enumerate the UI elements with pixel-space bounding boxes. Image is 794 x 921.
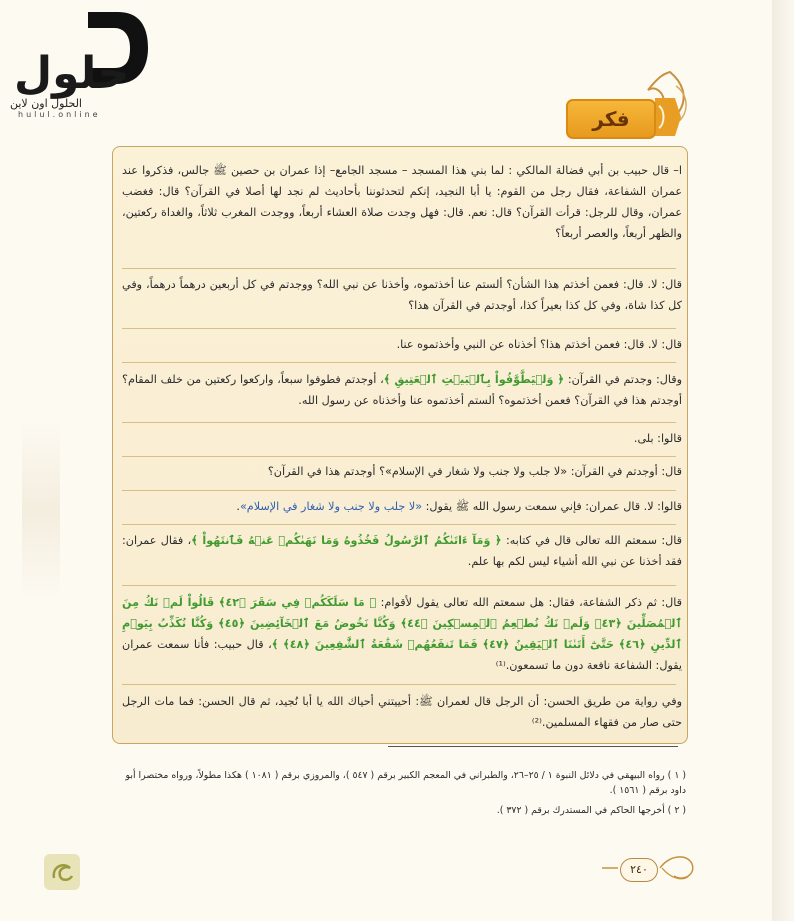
paragraph-separator: [122, 684, 676, 685]
paragraph-text: قال: لا. قال: فعمن أخذتم هذا؟ أخذناه عن النبي وأخذتموه عنا.: [396, 338, 682, 351]
paragraph-5: [122, 428, 682, 449]
footnote-2: ( ٢ ) أخرجها الحاكم في المستدرك برقم ( ٣٧٢ ).: [496, 805, 686, 816]
paragraph-separator: [122, 268, 676, 269]
paragraph-separator: [122, 328, 676, 329]
paragraph-text: ، قال حبيب: فأنا سمعت عمران يقول: الشفاعة نافعة دون ما تسمعون.⁽¹⁾: [122, 638, 682, 672]
footnote-1: ( ١ ) رواه البيهقي في دلائل النبوة ١ / ٢٥–٢٦، والطبراني في المعجم الكبير برقم ( ٥٤٧ )، والمروزي برقم ( ١٠٨١ ) هكذا مطولاً، ورواه مختصرا أبو داود برقم ( ١٥٦١ ).: [125, 770, 686, 796]
paragraph-separator: [122, 524, 676, 525]
paragraph-text: قالوا: لا. قال عمران: فإني سمعت رسول الله ﷺ يقول:: [422, 500, 682, 513]
paragraph-8: [122, 530, 682, 572]
paragraph-text: قال: لا. قال: فعمن أخذتم هذا الشأن؟ ألستم عنا أخذتموه، وأخذنا عن نبي الله؟ ووجدتم في كل أربعين درهماً درهماً، وفي كل كذا شاة، وفي كل كذا بعيراً كذا، أوجدتم في القرآن هذا؟: [122, 278, 682, 312]
seal-icon: [42, 852, 82, 892]
paragraph-separator: [122, 456, 676, 457]
paragraph-text: ا– قال حبيب بن أبي فضالة المالكي : لما بني هذا المسجد – مسجد الجامع– إذا عمران بن حصين ﷺ جالس، فذكروا عند عمران الشفاعة، فقال رجل من القوم: يا أبا النجيد، إنكم لتحدثوننا بأحاديث لم نجد لها أصلا في القرآن؟ قال: فغضب عمران، وقال للرجل: قرأت القرآن؟ قال: نعم. قال: فهل وجدت صلاة العشاء أربعاً، ووجدت المغرب ثلاثاً، والغداة ركعتين، والظهر أربعاً، والعصر أربعاً؟: [122, 164, 682, 240]
paragraph-3: [122, 334, 682, 355]
page-number: ٢٤٠: [620, 858, 658, 882]
paragraph-9: [122, 592, 682, 676]
paragraph-2: [122, 274, 682, 316]
paragraph-text: وفي رواية من طريق الحسن: أن الرجل قال لعمران ﷺ: أحييتني أحياك الله يا أبا نُجيد، ثم قال الحسن: فما مات الرجل حتى صار من فقهاء المسلمين.⁽²⁾: [122, 695, 682, 729]
paragraph-separator: [122, 585, 676, 586]
paragraph-4: [122, 369, 682, 411]
paragraph-6: [122, 461, 682, 482]
paragraph-1: [122, 160, 682, 244]
hadith-quote: «لا جلب ولا جنب ولا شغار في الإسلام»: [239, 500, 423, 513]
paragraph-text: ، فقال عمران: فقد أخذنا عن نبي الله أشياء ليس لكم بها علم.: [122, 534, 682, 568]
paragraph-7: [122, 496, 682, 517]
quran-verse: ﴿ مَا سَلَكَكُمۡ فِي سَقَرَ ﴿٤٢﴾ قَالُواْ لَمۡ نَكُ مِنَ ٱلۡمُصَلِّينَ ﴿٤٣﴾ وَلَمۡ نَكُ نُطۡعِمُ ٱلۡمِسۡكِينَ ﴿٤٤﴾ وَكُنَّا نَخُوضُ مَعَ ٱلۡخَآئِضِينَ ﴿٤٥﴾ وَكُنَّا نُكَذِّبُ بِيَوۡمِ ٱلدِّينِ ﴿٤٦﴾ حَتَّىٰٓ أَتَىٰنَا ٱلۡيَقِينُ ﴿٤٧﴾ فَمَا تَنفَعُهُمۡ شَفَٰعَةُ ٱلشَّٰفِعِينَ ﴿٤٨﴾ ﴾: [122, 596, 683, 651]
paragraph-separator: [122, 490, 676, 491]
paragraph-text: وقال: وجدتم في القرآن:: [564, 373, 682, 386]
paragraph-text: .: [236, 500, 240, 513]
paragraph-text: قال: أوجدتم في القرآن: «لا جلب ولا جنب ولا شغار في الإسلام»؟ أوجدتم هذا في القرآن؟: [267, 465, 682, 478]
quran-verse: ﴿ وَلۡيَطَّوَّفُواْ بِٱلۡبَيۡتِ ٱلۡعَتِيقِ ﴾: [383, 373, 565, 386]
logo-url: hulul.online: [18, 110, 101, 119]
paragraph-10: [122, 691, 682, 733]
quran-verse: ﴿ وَمَآ ءَاتَىٰكُمُ ٱلرَّسُولُ فَخُذُوهُ وَمَا نَهَىٰكُمۡ عَنۡهُ فَٱنتَهُواْ ﴾: [191, 534, 502, 547]
header-tab-icon: [655, 98, 681, 136]
logo-text: حلول: [14, 48, 130, 99]
margin-strip: [22, 420, 60, 600]
page-edge: [772, 0, 794, 921]
paragraph-text: قالوا: بلى.: [633, 432, 682, 445]
paragraph-text: قال: ثم ذكر الشفاعة، فقال: هل سمعتم الله تعالى يقول لأقوام:: [376, 596, 682, 609]
section-title: فكر: [566, 99, 656, 139]
paragraph-text: قال: سمعتم الله تعالى قال في كتابه:: [501, 534, 683, 547]
paragraph-separator: [122, 422, 676, 423]
logo-subtitle: الحلول اون لاين: [10, 97, 82, 110]
paragraph-separator: [122, 362, 676, 363]
footnote-rule: [388, 746, 678, 747]
paragraph-text: ، أوجدتم فطوفوا سبعاً، واركعوا ركعتين من خلف المقام؟ أوجدتم هذا في القرآن؟ فعمن أخذتموه؟ ألستم أخذتموه عنا وأخذناه عن رسول الله.: [122, 373, 682, 407]
